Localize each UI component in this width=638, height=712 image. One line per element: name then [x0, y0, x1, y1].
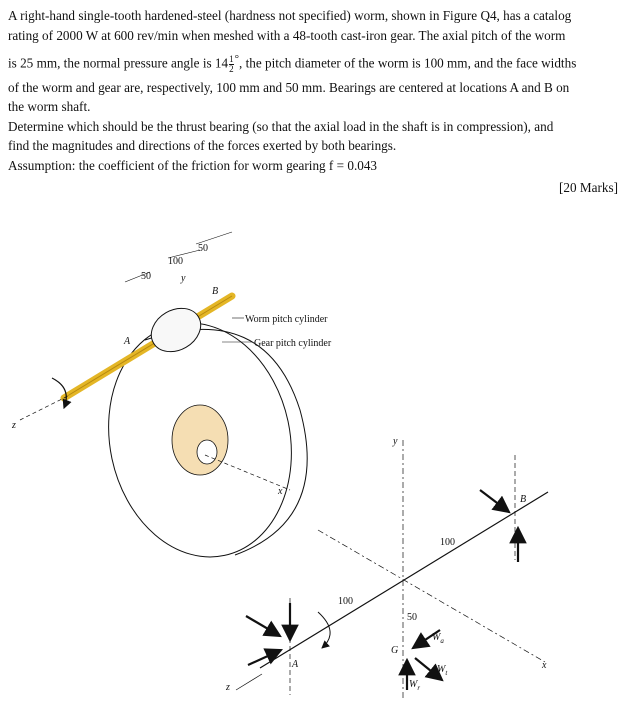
axis-x-bottom: x — [542, 660, 547, 671]
gear-hub — [172, 405, 228, 475]
gear-bore — [197, 440, 217, 464]
torque-arrow — [318, 612, 330, 648]
axis-y-top: y — [181, 273, 186, 284]
axis-x-top: x — [278, 486, 283, 497]
axis-z-bottom: z — [226, 682, 230, 693]
axis-y-bottom: y — [393, 436, 398, 447]
dim-50: 50 — [407, 612, 417, 623]
para2-line2: find the magnitudes and directions of the forces exerted by both bearings. — [8, 138, 397, 154]
point-g: G — [391, 645, 399, 656]
degree-sign: ° — [234, 53, 240, 66]
worm-pitch-label: Worm pitch cylinder — [245, 314, 328, 325]
figure-bottom-free-body — [225, 436, 548, 700]
dim-100: 100 — [168, 256, 183, 267]
para1-line3a: is 25 mm, the normal pressure angle is 14 — [8, 55, 229, 71]
assumption-line: Assumption: the coefficient of the friction for worm gearing f = 0.043 — [8, 157, 378, 173]
bearing-b-bottom: B — [520, 494, 527, 505]
z-axis — [236, 674, 262, 690]
dim-100-right: 100 — [440, 537, 455, 548]
para1-line5: the worm shaft. — [8, 99, 91, 115]
worm-cylinder — [143, 300, 208, 361]
bearing-a-top: A — [124, 336, 131, 347]
para1-line3b: , the pitch diameter of the worm is 100 mm, and the face widths — [239, 55, 577, 71]
force-wr-label: $W_r$ — [409, 679, 421, 692]
force-wa-label: $W_a$ — [432, 632, 444, 645]
fraction-numerator: 1 — [229, 54, 234, 65]
para1-line1: A right-hand single-tooth hardened-steel (hardness not specified) worm, shown in Figure Q4, has a catalog — [8, 8, 572, 23]
dim-50-right: 50 — [198, 243, 208, 254]
rotation-arrow — [52, 378, 66, 408]
bearing-b-top: B — [212, 286, 219, 297]
gear-pitch-label: Gear pitch cylinder — [254, 338, 332, 349]
force-wt-label: $W_t$ — [437, 664, 448, 677]
figure-top-isometric — [11, 232, 332, 574]
para1-line4: of the worm and gear are, respectively, 100 mm and 50 mm. Bearings are centered at locations A and B on — [8, 79, 570, 95]
para2-line1: Determine which should be the thrust bearing (so that the axial load in the shaft is in compression), and — [8, 118, 554, 134]
para1-line2: rating of 2000 W at 600 rev/min when meshed with a 48-tooth cast-iron gear. The axial pitch of the worm — [8, 27, 566, 43]
marks-label: [20 Marks] — [559, 180, 618, 195]
dim-100-left: 100 — [338, 596, 353, 607]
fraction-denominator: 2 — [229, 64, 234, 75]
bearing-a-bottom: A — [292, 659, 299, 670]
dim-50-left: 50 — [141, 271, 151, 282]
axis-z-top: z — [12, 420, 16, 431]
